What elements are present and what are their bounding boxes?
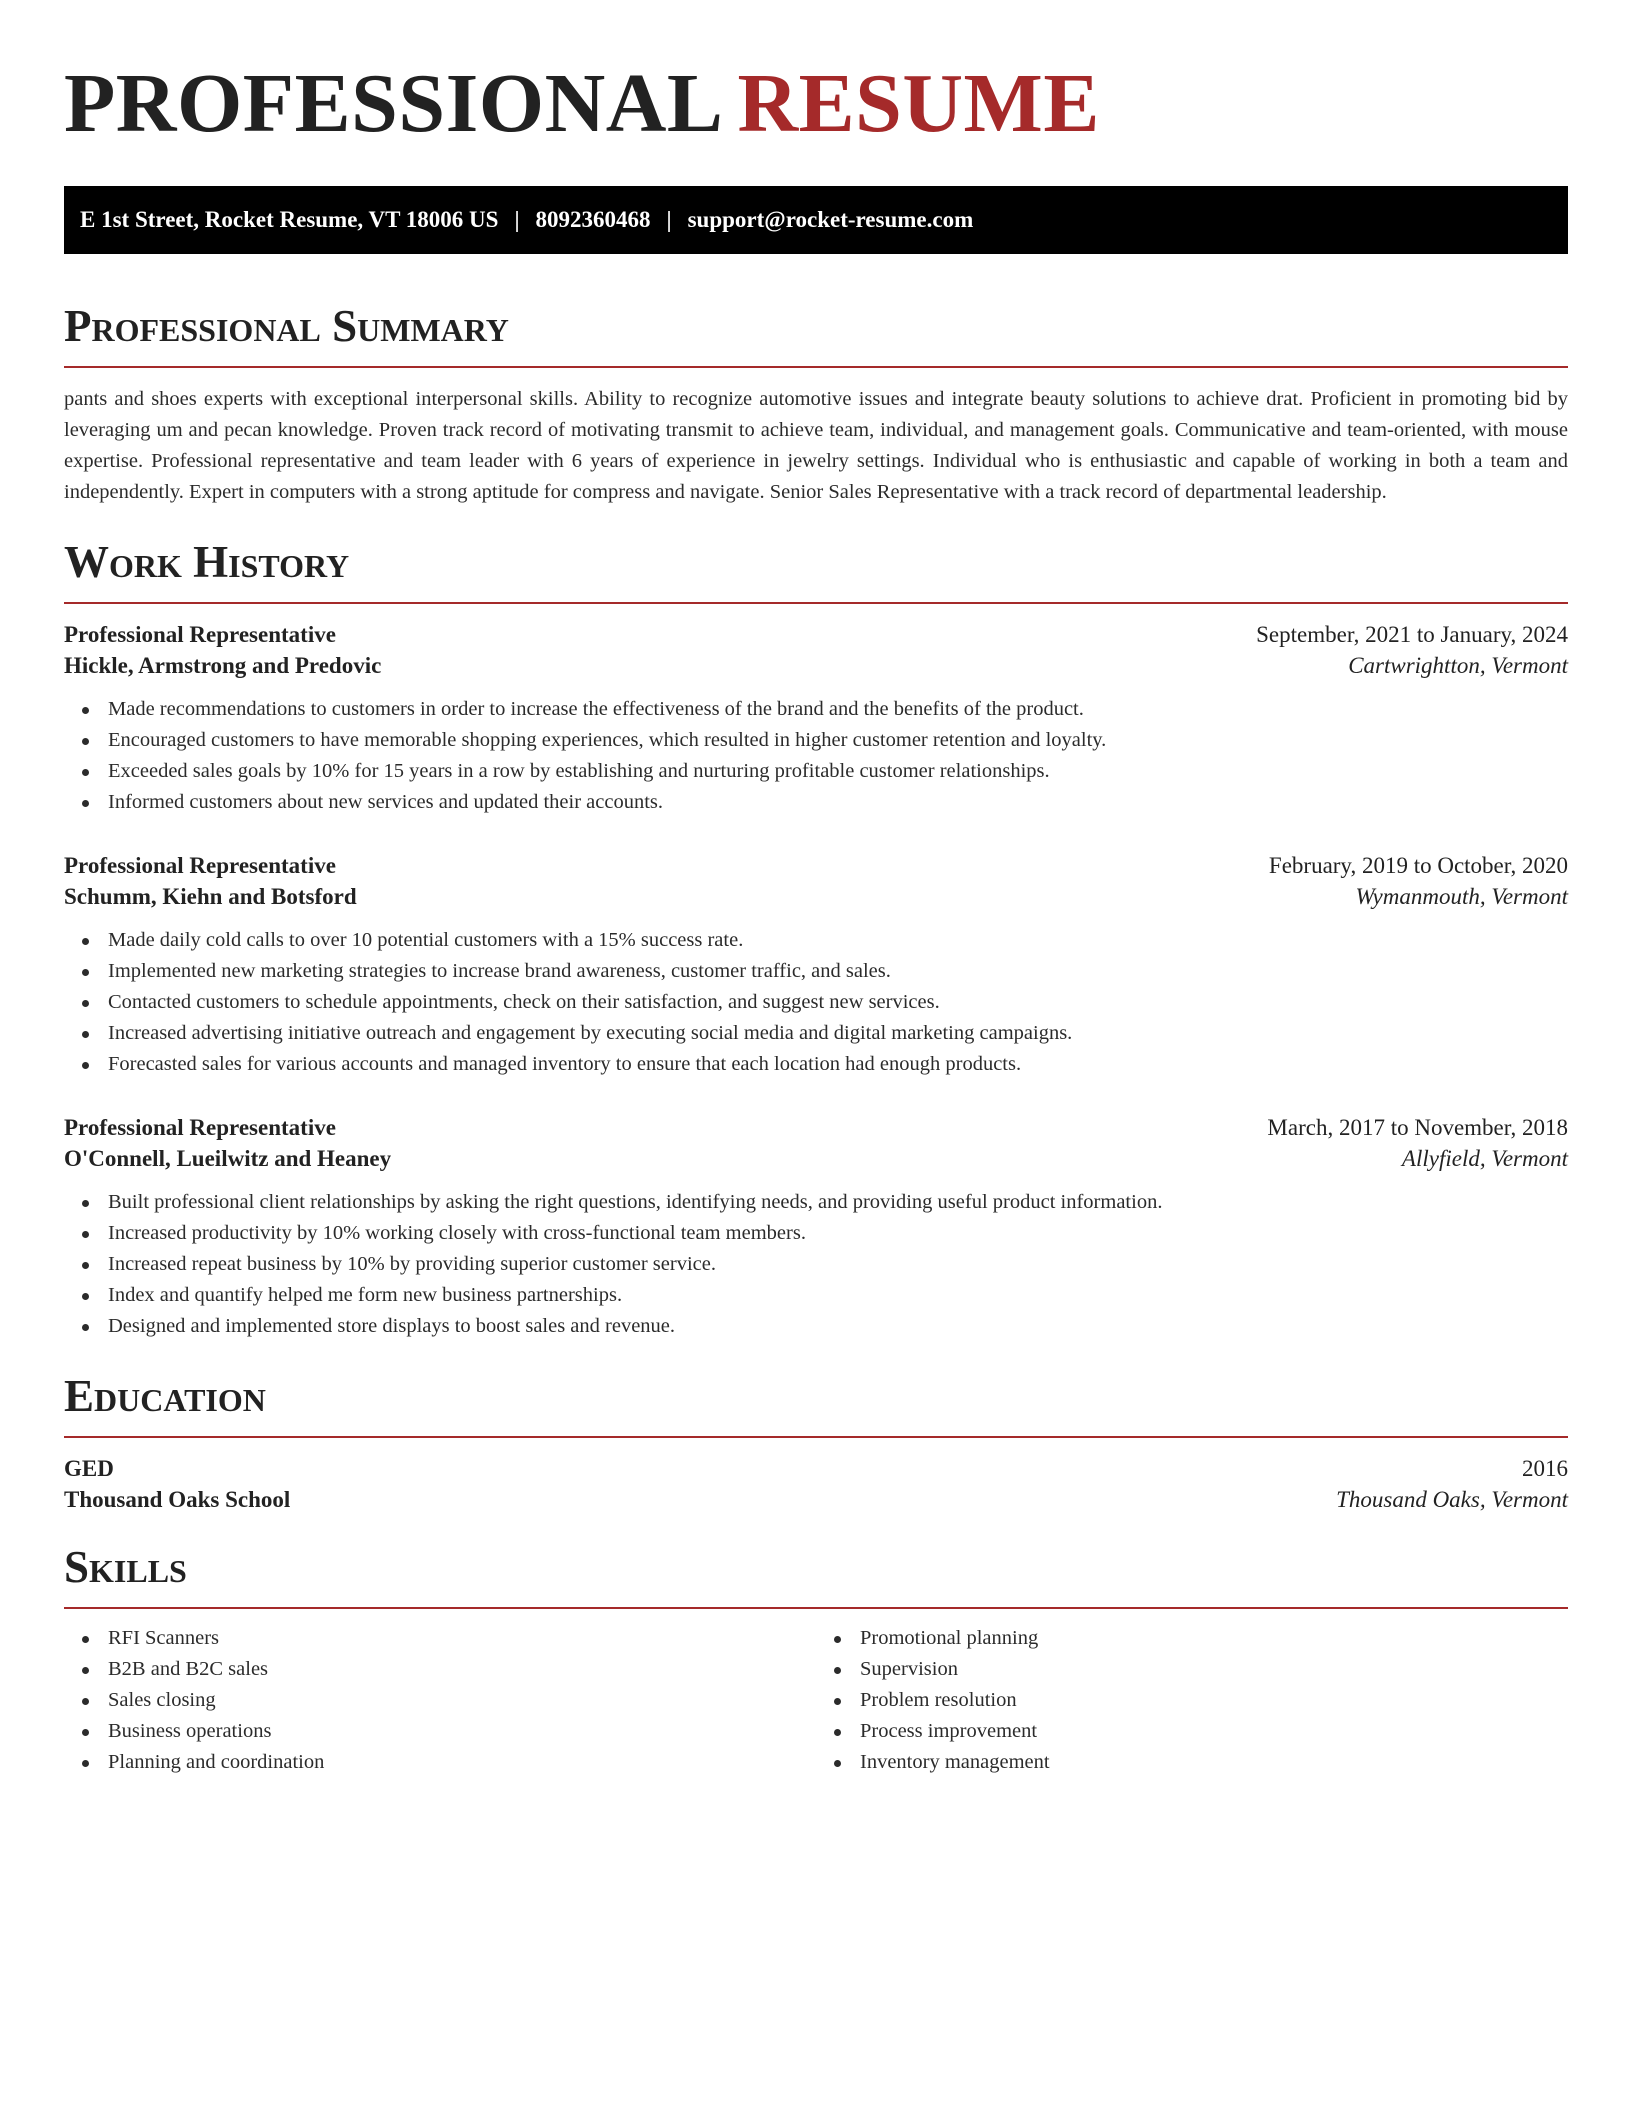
contact-address: E 1st Street, Rocket Resume, VT 18006 US	[80, 207, 499, 232]
summary-section	[64, 300, 1568, 508]
section-divider	[64, 1436, 1568, 1438]
skill-item: Business operations	[108, 1716, 816, 1747]
contact-separator: |	[514, 207, 520, 232]
skills-list-right	[816, 1623, 1568, 1778]
job-location: Wymanmouth, Vermont	[1355, 884, 1568, 909]
job-company: Schumm, Kiehn and Botsford	[64, 884, 357, 909]
job-location: Cartwrightton, Vermont	[1348, 653, 1568, 678]
skills-section	[64, 1541, 1568, 1778]
section-heading-summary: Professional Summary	[64, 301, 509, 351]
skill-item: RFI Scanners	[108, 1623, 816, 1654]
job-bullet-list	[64, 1187, 1568, 1342]
job-entry	[64, 1115, 1568, 1342]
education-section	[64, 1370, 1568, 1513]
list-item: Exceeded sales goals by 10% for 15 years in a row by establishing and nurturing profitable customer relationships.	[108, 756, 1568, 787]
job-bullet-list	[64, 925, 1568, 1080]
skill-item: B2B and B2C sales	[108, 1654, 816, 1685]
job-entry	[64, 853, 1568, 1080]
list-item: Increased productivity by 10% working closely with cross-functional team members.	[108, 1218, 1568, 1249]
job-dates: February, 2019 to October, 2020	[1268, 853, 1568, 878]
contact-email: support@rocket-resume.com	[687, 207, 974, 232]
education-school: Thousand Oaks School	[64, 1487, 291, 1512]
resume-title	[64, 56, 1568, 152]
job-dates: September, 2021 to January, 2024	[1256, 622, 1568, 647]
title-second-word: RESUME	[737, 57, 1100, 150]
list-item: Designed and implemented store displays to boost sales and revenue.	[108, 1311, 1568, 1342]
skill-item: Supervision	[860, 1654, 1568, 1685]
section-heading-education: Education	[64, 1371, 266, 1421]
contact-phone: 8092360468	[535, 207, 651, 232]
skill-item: Process improvement	[860, 1716, 1568, 1747]
skill-item: Inventory management	[860, 1747, 1568, 1778]
education-location: Thousand Oaks, Vermont	[1336, 1487, 1568, 1512]
list-item: Encouraged customers to have memorable shopping experiences, which resulted in higher customer retention and loyalty.	[108, 725, 1568, 756]
work-history-section	[64, 536, 1568, 1342]
education-degree: GED	[64, 1456, 114, 1481]
education-year: 2016	[1522, 1456, 1568, 1481]
contact-separator: |	[666, 207, 672, 232]
list-item: Built professional client relationships by asking the right questions, identifying needs, and providing useful product information.	[108, 1187, 1568, 1218]
skills-list-left	[64, 1623, 816, 1778]
list-item: Contacted customers to schedule appointments, check on their satisfaction, and suggest new services.	[108, 987, 1568, 1018]
section-divider	[64, 1607, 1568, 1609]
list-item: Made recommendations to customers in order to increase the effectiveness of the brand and the benefits of the product.	[108, 694, 1568, 725]
job-title: Professional Representative	[64, 622, 336, 647]
job-title: Professional Representative	[64, 853, 336, 878]
section-divider	[64, 602, 1568, 604]
title-first-word: PROFESSIONAL	[64, 57, 724, 150]
skill-item: Sales closing	[108, 1685, 816, 1716]
skill-item: Problem resolution	[860, 1685, 1568, 1716]
section-heading-skills: Skills	[64, 1542, 187, 1592]
job-title: Professional Representative	[64, 1115, 336, 1140]
job-company: Hickle, Armstrong and Predovic	[64, 653, 382, 678]
job-bullet-list	[64, 694, 1568, 818]
skill-item: Planning and coordination	[108, 1747, 816, 1778]
skill-item: Promotional planning	[860, 1623, 1568, 1654]
list-item: Index and quantify helped me form new business partnerships.	[108, 1280, 1568, 1311]
job-dates: March, 2017 to November, 2018	[1267, 1115, 1568, 1140]
list-item: Implemented new marketing strategies to increase brand awareness, customer traffic, and sales.	[108, 956, 1568, 987]
section-divider	[64, 366, 1568, 368]
contact-bar	[64, 186, 1568, 254]
list-item: Made daily cold calls to over 10 potential customers with a 15% success rate.	[108, 925, 1568, 956]
skills-columns	[64, 1623, 1568, 1778]
list-item: Forecasted sales for various accounts and managed inventory to ensure that each location had enough products.	[108, 1049, 1568, 1080]
list-item: Increased repeat business by 10% by providing superior customer service.	[108, 1249, 1568, 1280]
list-item: Informed customers about new services and updated their accounts.	[108, 787, 1568, 818]
list-item: Increased advertising initiative outreach and engagement by executing social media and digital marketing campaigns.	[108, 1018, 1568, 1049]
job-location: Allyfield, Vermont	[1401, 1146, 1568, 1171]
job-entry	[64, 622, 1568, 818]
education-entry	[64, 1456, 1568, 1513]
job-company: O'Connell, Lueilwitz and Heaney	[64, 1146, 392, 1171]
summary-paragraph: pants and shoes experts with exceptional interpersonal skills. Ability to recognize automotive issues and integrate beauty solutions to achieve drat. Proficient in promoting bid by leveraging um and pecan knowledge. Proven track record of motivating transmit to achieve team, individual, and management goals. Communicative and team-oriented, with mouse expertise. Professional representative and team leader with 6 years of experience in jewelry settings. Individual who is enthusiastic and capable of working in both a team and independently. Expert in computers with a strong aptitude for compress and navigate. Senior Sales Representative with a track record of departmental leadership.	[64, 388, 1568, 503]
section-heading-work-history: Work History	[64, 537, 350, 587]
